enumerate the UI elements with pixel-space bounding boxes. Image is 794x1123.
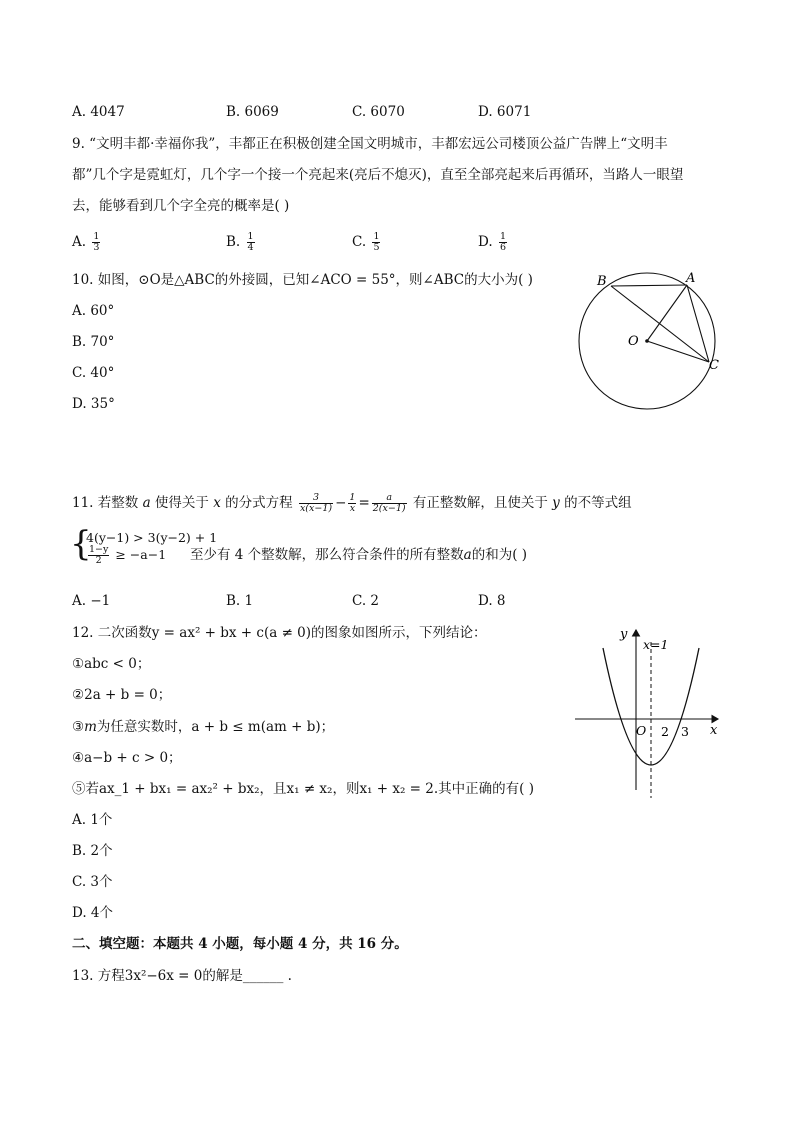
q12-option-a: A. 1个 <box>72 812 113 828</box>
fraction-denominator: 5 <box>373 242 380 253</box>
q11-fraction-3 <box>372 493 407 514</box>
q10-option-b: B. 70° <box>72 334 115 350</box>
center-point <box>645 339 649 343</box>
q11-system-line1: 4(y−1) > 3(y−2) + 1 <box>86 530 218 545</box>
label-b: B <box>597 274 607 289</box>
q12-option-c: C. 3个 <box>72 874 113 890</box>
fraction-numerator: 1 <box>349 492 356 503</box>
q12-option-d: D. 4个 <box>72 905 114 921</box>
tick-label-2: 2 <box>661 724 669 739</box>
q11-system-fraction <box>88 545 109 566</box>
q10-option-d: D. 35° <box>72 396 115 412</box>
q11-var-a: a <box>142 495 151 511</box>
segment-bc <box>611 286 709 362</box>
q12-statement-4: ④a−b + c > 0； <box>72 750 182 766</box>
fraction-numerator: a <box>372 493 407 504</box>
q11-text: 11. 若整数 <box>72 495 139 511</box>
q10-option-a: A. 60° <box>72 303 115 319</box>
label-c: C <box>709 358 719 373</box>
q9-option-d-label: D. <box>478 234 493 250</box>
q9-option-d <box>478 232 509 253</box>
q11-option-c: C. 2 <box>352 593 380 609</box>
segment-oa <box>647 285 687 341</box>
origin-label: O <box>636 723 647 738</box>
q11-fraction-1 <box>299 493 333 514</box>
q11-option-b: B. 1 <box>226 593 254 609</box>
q11-text: 至少有 4 个整数解，那么符合条件的所有整数 <box>190 547 464 563</box>
q12-text: 为任意实数时，a + b ≤ m(am + b)； <box>96 719 335 735</box>
q11-text: 的和为( ) <box>471 547 528 563</box>
q12-statement-5: ⑤若ax_1 + bx₁ = ax₂² + bx₂，且x₁ ≠ x₂，则x₁ + x₂ = 2.其中正确的有( ) <box>72 781 534 797</box>
q8-option-d: D. 6071 <box>478 104 532 120</box>
fraction-numerator: 3 <box>299 493 333 504</box>
q9-option-c <box>352 232 382 253</box>
fraction-numerator: 1−y <box>89 544 109 555</box>
fraction-numerator: 1 <box>499 231 506 242</box>
q11-text: 使得关于 <box>154 495 209 511</box>
fraction-denominator: x <box>349 503 356 514</box>
q11-stem <box>72 492 632 514</box>
q11-minus: − <box>335 495 347 511</box>
fraction-numerator: 1 <box>373 231 380 242</box>
label-o: O <box>628 334 639 349</box>
q8-option-b: B. 6069 <box>226 104 279 120</box>
q10-option-c: C. 40° <box>72 365 115 381</box>
y-axis-label: y <box>620 627 628 642</box>
fraction-numerator: 1 <box>93 231 100 242</box>
q9-stem-line1: 9. “文明丰都·幸福你我”，丰都正在积极创建全国文明城市，丰都宏远公司楼顶公益广告牌上“文明丰 <box>72 136 668 152</box>
q11-var-x: x <box>213 495 221 511</box>
q9-option-a-fraction <box>92 232 100 253</box>
fraction-denominator: 6 <box>499 242 506 253</box>
fraction-denominator: x(x−1) <box>299 503 333 514</box>
q11-text: 有正整数解，且使关于 <box>412 495 548 511</box>
q12-stem: 12. 二次函数y = ax² + bx + c(a ≠ 0)的图象如图所示，下列结论： <box>72 625 487 641</box>
q9-option-b-fraction <box>247 232 255 253</box>
q12-parabola-graph <box>570 620 730 800</box>
segment-oc <box>647 341 709 362</box>
segment-ba <box>611 285 687 286</box>
q12-option-b: B. 2个 <box>72 843 113 859</box>
q11-system-brace: { <box>70 524 92 564</box>
q11-var-y: y <box>552 495 560 511</box>
q9-option-a-label: A. <box>72 234 87 250</box>
q12-statement-3 <box>72 718 334 736</box>
q9-stem-line2: 都”几个字是霓虹灯，几个字一个接一个亮起来(亮后不熄灭)，直至全部亮起来后再循环，当路人一眼望 <box>72 167 684 183</box>
q11-option-d: D. 8 <box>478 593 506 609</box>
tick-label-3: 3 <box>681 724 689 739</box>
q11-tail <box>190 546 527 564</box>
q11-system-line2 <box>86 545 166 573</box>
q11-text: 的不等式组 <box>564 495 632 511</box>
fraction-denominator: 3 <box>93 242 100 253</box>
q10-stem: 10. 如图，⊙O是△ABC的外接圆，已知∠ACO = 55°，则∠ABC的大小为( ) <box>72 272 533 288</box>
fraction-denominator: 4 <box>247 242 254 253</box>
label-a: A <box>686 271 696 286</box>
fraction-denominator: 2 <box>95 555 102 566</box>
q11-equals: = <box>358 495 370 511</box>
q11-var-a: a <box>463 547 472 563</box>
q9-option-a <box>72 232 102 253</box>
q12-statement-1: ①abc < 0； <box>72 656 151 672</box>
q11-system-rest: ≥ −a−1 <box>115 547 167 562</box>
q9-option-c-fraction <box>372 232 380 253</box>
q11-fraction-2 <box>348 493 356 514</box>
q9-option-b <box>226 232 257 253</box>
q10-circle-figure <box>575 265 725 415</box>
q9-stem-line3: 去，能够看到几个字全亮的概率是( ) <box>72 198 290 214</box>
q11-text: 的分式方程 <box>225 495 293 511</box>
section-title: 二、填空题：本题共 4 小题，每小题 4 分，共 16 分。 <box>72 936 408 952</box>
q9-option-d-fraction <box>499 232 507 253</box>
x-axis-label: x <box>710 723 718 738</box>
q9-option-c-label: C. <box>352 234 367 250</box>
q11-option-a: A. −1 <box>72 593 111 609</box>
q9-option-b-label: B. <box>226 234 241 250</box>
q12-var-m: m <box>84 719 97 735</box>
fraction-denominator: 2(x−1) <box>372 503 406 514</box>
q13-stem: 13. 方程3x²−6x = 0的解是______ . <box>72 968 292 984</box>
q12-statement-2: ②2a + b = 0； <box>72 687 172 703</box>
axis-of-symmetry-label: x=1 <box>643 637 669 652</box>
q8-option-c: C. 6070 <box>352 104 405 120</box>
q8-option-a: A. 4047 <box>72 104 125 120</box>
q12-text: ③ <box>72 719 85 735</box>
fraction-numerator: 1 <box>247 231 254 242</box>
